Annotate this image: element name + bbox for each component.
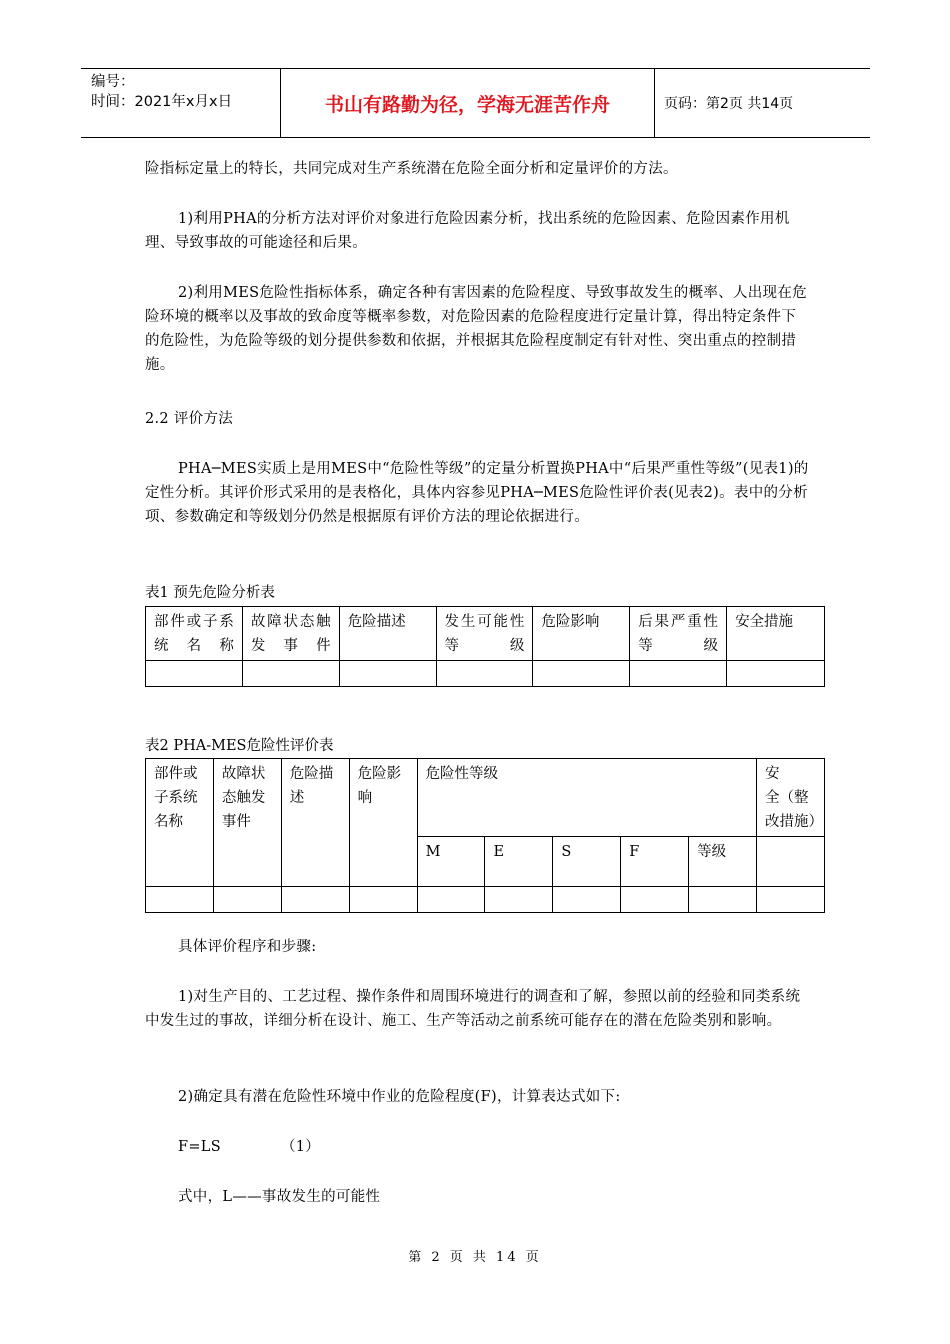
table1-cell	[242, 661, 339, 687]
table2-caption: 表2 PHA-MES危险性评价表	[145, 738, 334, 754]
table1-header-row	[146, 607, 825, 661]
table2-cell	[689, 887, 757, 913]
table1-cell	[533, 661, 630, 687]
formula-number: （1）	[280, 1139, 321, 1155]
table2-subheader-cell: F	[621, 837, 689, 887]
table2-cell	[756, 887, 824, 913]
paragraph-2: 1)利用PHA的分析方法对评价对象进行危险因素分析，找出系统的危险因素、危险因素作用机理、导致事故的可能途径和后果。	[145, 211, 790, 251]
paragraph-6: 1)对生产目的、工艺过程、操作条件和周围环境进行的调查和了解，参照以前的经验和同类系统中发生过的事故，详细分析在设计、施工、生产等活动之前系统可能存在的潜在危险类别和影响。	[145, 989, 801, 1029]
table2-header-cell: 危险描述	[281, 759, 349, 887]
table1-header-cell: 安全措施	[727, 607, 825, 661]
paragraph-4: PHA─MES实质上是用MES中“危险性等级”的定量分析置换PHA中“后果严重性等级”(见表1)的定性分析。其评价形式采用的是表格化，具体内容参见PHA─MES危险性评价表(见表2)。表中的分析项、参数确定和等级划分仍然是根据原有评价方法的理论依据进行。	[145, 461, 809, 525]
table1-cell	[727, 661, 825, 687]
table1-header-cell: 危险影响	[533, 607, 630, 661]
table2-cell	[281, 887, 349, 913]
paragraph-8: 式中，L——事故发生的可能性	[178, 1189, 381, 1205]
table2-subheader-cell: M	[417, 837, 485, 887]
table2-cell	[621, 887, 689, 913]
time-label: 时间：2021年x月x日	[91, 94, 233, 110]
table2-header-cell: 危险影响	[349, 759, 417, 887]
paragraph-5: 具体评价程序和步骤:	[178, 939, 317, 955]
page-footer: 第 2 页 共 14 页	[408, 1250, 542, 1265]
table-1	[145, 606, 825, 687]
table1-caption: 表1 预先危险分析表	[145, 585, 275, 601]
paragraph-1: 险指标定量上的特长，共同完成对生产系统潜在危险全面分析和定量评价的方法。	[145, 161, 678, 177]
table2-subheader-cell: 等级	[689, 837, 757, 887]
header-meta	[81, 69, 281, 137]
table2-header-row	[146, 759, 825, 837]
table2-header-cell: 安 全（整改措施）	[756, 759, 824, 837]
table2-cell	[553, 887, 621, 913]
table1-cell	[339, 661, 436, 687]
paragraph-7: 2)确定具有潜在危险性环境中作业的危险程度(F)，计算表达式如下:	[178, 1089, 621, 1105]
table1-cell	[146, 661, 243, 687]
table2-cell	[349, 887, 417, 913]
header-page-code: 页码：第2页 共14页	[664, 96, 794, 112]
table1-header-cell: 后果严重性等级	[630, 607, 727, 661]
table2-cell	[756, 837, 824, 887]
table2-subheader-cell: E	[485, 837, 553, 887]
table-row	[146, 887, 825, 913]
table2-cell	[213, 887, 281, 913]
table2-cell	[417, 887, 485, 913]
paragraph-3: 2)利用MES危险性指标体系，确定各种有害因素的危险程度、导致事故发生的概率、人出现在危险环境的概率以及事故的致命度等概率参数，对危险因素的危险程度进行定量计算，得出特定条件下的危险性，为危险等级的划分提供参数和依据，并根据其危险程度制定有针对性、突出重点的控制措施。	[145, 285, 807, 373]
table2-header-cell: 部件或子系统名称	[146, 759, 214, 887]
table2-subheader-cell: S	[553, 837, 621, 887]
table1-header-cell: 部件或子系统名称	[146, 607, 243, 661]
formula: F=LS	[178, 1139, 221, 1155]
formula-line	[145, 1135, 810, 1159]
table1-cell	[630, 661, 727, 687]
table-2	[145, 758, 825, 913]
table2-cell	[146, 887, 214, 913]
number-label: 编号：	[91, 74, 135, 90]
table1-header-cell: 发生可能性等级	[436, 607, 533, 661]
table1-header-cell: 危险描述	[339, 607, 436, 661]
table1-cell	[436, 661, 533, 687]
table2-cell	[485, 887, 553, 913]
table2-header-cell: 故障状态触发事件	[213, 759, 281, 887]
table-row	[146, 661, 825, 687]
table1-header-cell: 故障状态触发事件	[242, 607, 339, 661]
header-motto: 书山有路勤为径，学海无涯苦作舟	[281, 69, 655, 137]
table2-header-cell: 危险性等级	[417, 759, 756, 837]
section-heading-2-2: 2.2 评价方法	[145, 411, 234, 427]
page-header	[81, 68, 870, 138]
